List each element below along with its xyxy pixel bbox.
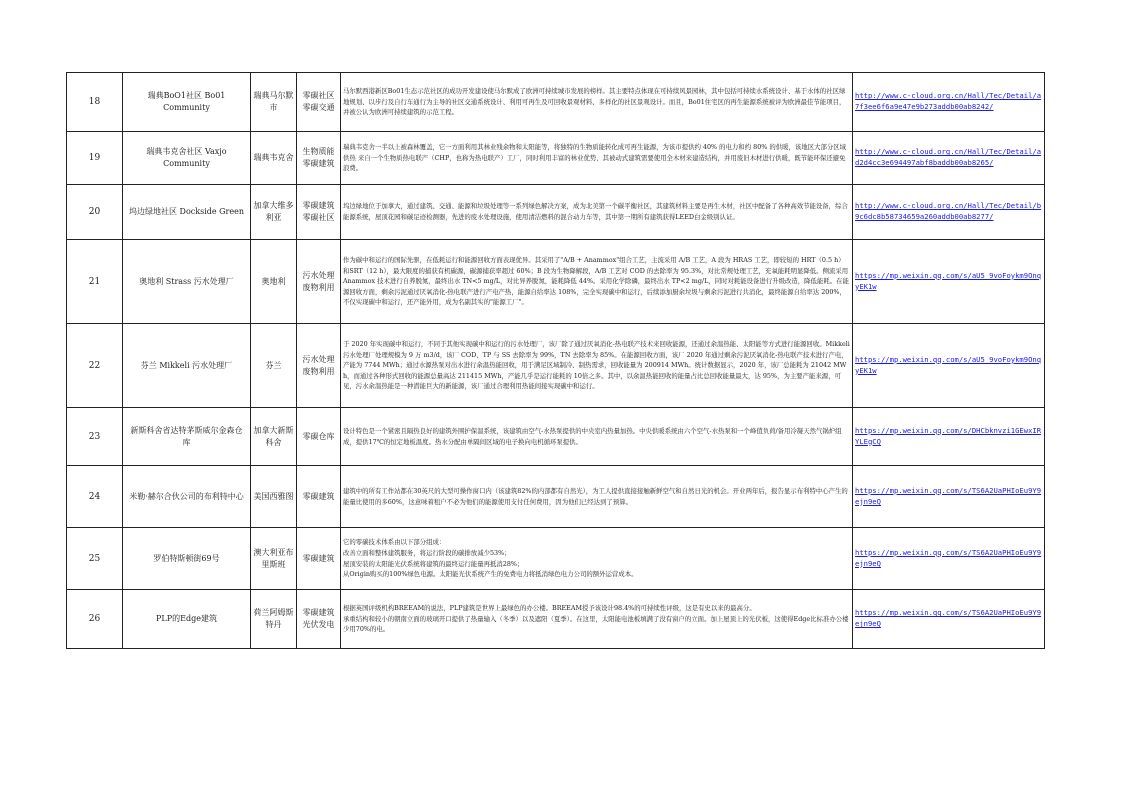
project-location: 瑞典马尔默市 [251, 73, 297, 132]
row-number: 24 [67, 466, 123, 528]
project-description: 于 2020 年实现碳中和运行，不同于其他实现碳中和运行的污水处理厂，该厂除了通过厌氧消化-热电联产技术来回收能源，还通过余温热能、太阳能等方式进行能源回收。Mikkeli 污水处理厂处理规模为 9 万 m3/d，该厂 COD、TP 与 SS 去除率为 99%，TN 去除率为 85%。在能源回收方面，该厂 2020 年通过剩余污泥厌氧消化-热电联产技术进行产电，产能为 7744 MWh；通过水源热泵对出水进行余温热能回收，用于满足区域制冷、制热需求，回收能量为 200914 MWh。统计数据显示，2020 年，该厂总能耗为 21042 MWh，而通过各种形式回收的能源总量高达 211415 MWh，产能几乎是运行能耗的 10倍之多。其中，以余温热能回收的能量占比总回收能量最大，达 95%，为主要产能来源，可见，污水余温热能是一种潜能巨大的新能源，该厂通过合理利用热能间接实现碳中和运行。 [341, 324, 853, 408]
source-link[interactable]: http://www.c-cloud.org.cn/Hall/Tec/Detail/a7f3ee6f6a9e47e9b273addb00ab8242/ [853, 73, 1045, 132]
table-row [67, 324, 1045, 408]
project-location: 加拿大维多利亚 [251, 185, 297, 240]
row-number: 19 [67, 132, 123, 185]
project-description: 坞边绿地位于加拿大，通过建筑、交通、能源和垃圾处理等一系列绿色解决方案，成为北美第一个碳平衡社区，其建筑材料主要是再生木材，社区中配备了各种高效节能设备，综合能源系统，屋顶花园和碳足迹检测器，先进的废水处理设施，使用清洁燃料的混合动力车等，其中第一期所有建筑获得LEED白金级别认证。 [341, 185, 853, 240]
source-link[interactable]: http://www.c-cloud.org.cn/Hall/Tec/Detail/b9c6dc8b58734659a260addb00ab8277/ [853, 185, 1045, 240]
project-location: 奥地利 [251, 240, 297, 324]
project-name: 瑞典韦克舍社区 Vaxjo Community [123, 132, 251, 185]
project-category: 生物质能 零碳建筑 [297, 132, 341, 185]
description-line: 改善立面和整体建筑服务，将运行阶段的碳排放减少53%； [343, 548, 511, 557]
row-number: 23 [67, 408, 123, 466]
project-location: 瑞典韦克舍 [251, 132, 297, 185]
project-location: 美国西雅图 [251, 466, 297, 528]
source-link[interactable]: https://mp.weixin.qq.com/s/DHCbknvzi1GEwxIRYLEgCQ [853, 408, 1045, 466]
project-description: 作为碳中和运行的国际先驱，在低耗运行和能源回收方面表现优异。其采用了"A/B + Anammox"组合工艺，主流采用 A/B 工艺，A 段为 HRAS 工艺，即较短的 HRT（0.5 h）和SRT（12 h），最大限度的捕获有机碳源，碳源捕获率超过 60%；B 段为生物降解段，A/B 工艺对 COD 的去除率为 95.3%，对比常规处理工艺，充氧能耗明显降低。侧流采用 Anammox 技术进行自养脱氮，最终出水 TN<5 mg/L，对比异养脱氮，能耗降低 44%。采用化学除磷，最终出水 TP<2 mg/L，同时对耗能设备进行升级改造，降低能耗。在能源回收方面，剩余污泥通过厌氧消化-热电联产进行产电产热，能源自给率达 108%，完全实现碳中和运行，后续添加厨余垃圾与剩余污泥进行共消化，最终能源自给率达 200%，不仅实现碳中和运行，还产能外用，成为名副其实的"能源工厂"。 [341, 240, 853, 324]
source-link[interactable]: http://www.c-cloud.org.cn/Hall/Tec/Detail/ad2d4cc3e694497abf8baddb00ab8265/ [853, 132, 1045, 185]
project-description: 设计特色是一个紧密且隔热良好的建筑外围护保温系统，该建筑由空气-水热泵提供的中央室内热量加热。中央供暖系统由六个空气-水热泵和一个峰值负荷/备用冷凝天然气锅炉组成，提供17℃的恒定地板温度。热水分配由单隔间区域的电子换向电机循环泵提供。 [341, 408, 853, 466]
table-row [67, 528, 1045, 590]
case-table [66, 72, 1045, 649]
row-number: 20 [67, 185, 123, 240]
project-location: 芬兰 [251, 324, 297, 408]
source-link[interactable]: https://mp.weixin.qq.com/s/TS6A2UaPHIoEu9Y9ejn9eQ [853, 590, 1045, 649]
project-description [341, 528, 853, 590]
project-category: 零碳建筑 [297, 528, 341, 590]
project-name: 芬兰 Mikkeli 污水处理厂 [123, 324, 251, 408]
project-description: 马尔默西港新区Bo01生态示范社区的成功开发建设使马尔默成了欧洲可持续城市发展的榜样。其主要特点体现在可持续风景园林，其中包括可持续水系统设计、基于水体的社区绿地规划、以步行及自行车通行为主导的社区交通系统设计、利用可再生及可回收景观材料、多样化的社区景观设计。而且，Bo01住宅区的再生能源系统被评为欧洲最佳节能项目，并被公认为欧洲可持续建筑的示范工程。 [341, 73, 853, 132]
project-location: 澳大利亚布里斯班 [251, 528, 297, 590]
table-row [67, 466, 1045, 528]
project-category: 污水处理 废物利用 [297, 324, 341, 408]
source-link[interactable]: https://mp.weixin.qq.com/s/TS6A2UaPHIoEu9Y9ejn9eQ [853, 528, 1045, 590]
table-row [67, 73, 1045, 132]
table-row [67, 590, 1045, 649]
table-row [67, 408, 1045, 466]
description-line: 承重结构和较小的朝南立面的玻璃开口提供了热量输入（冬季）以及遮阳（夏季）。在这里，太阳能电池板填满了没有窗户的立面。加上屋顶上的光伏板，这使得Edge比标准办公楼少用70%的电。 [343, 614, 849, 634]
row-number: 22 [67, 324, 123, 408]
project-name: 罗伯特斯顿街69号 [123, 528, 251, 590]
project-name: 奥地利 Strass 污水处理厂 [123, 240, 251, 324]
description-line: 从Origin购买的100%绿色电源。太阳能光伏系统产生的免费电力将抵消绿色电力公司的额外运营成本。 [343, 570, 638, 579]
project-category: 零碳建筑 [297, 466, 341, 528]
project-location: 荷兰阿姆斯特丹 [251, 590, 297, 649]
source-link[interactable]: https://mp.weixin.qq.com/s/aU5_9voFoykm9OnqyEK1w [853, 240, 1045, 324]
project-description [341, 590, 853, 649]
project-name: 坞边绿地社区 Dockside Green [123, 185, 251, 240]
row-number: 25 [67, 528, 123, 590]
project-location: 加拿大新斯科舍 [251, 408, 297, 466]
row-number: 26 [67, 590, 123, 649]
table-row [67, 132, 1045, 185]
project-description: 瑞典韦克舍一半以上被森林覆盖，它一方面利用其林业残余物和太阳能等，将独特的生物质能转化成可再生能源，为该市提供约 40% 的电力和约 80% 的供暖，该地区大部分区域供热 来自一个生物质热电联产（CHP，也称为热电联产）工厂，同时利用丰富的林业优势，其被动式建筑需要使用全木材来建造结构，并用废旧木材进行供暖，既节能环保还避免浪费。 [341, 132, 853, 185]
project-category: 零碳仓库 [297, 408, 341, 466]
source-link[interactable]: https://mp.weixin.qq.com/s/TS6A2UaPHIoEu9Y9ejn9eQ [853, 466, 1045, 528]
project-description: 建筑中的所有工作站都在30英尺的大型可操作窗口内（该建筑82%的内部都有自然光），为工人提供直接接触新鲜空气和自然日光的机会。开业两年后，报告显示布利特中心产生的能量比使用的多60%，这意味着租户不必为他们的能源使用支付任何费用，因为他们已经达到了预算。 [341, 466, 853, 528]
description-line: 屋顶安装的太阳能光伏系统将建筑的最终运行能量再抵消28%； [343, 559, 524, 568]
table-row [67, 185, 1045, 240]
description-line: 它的零碳技术体系由以下部分组成： [343, 538, 446, 547]
row-number: 21 [67, 240, 123, 324]
project-category: 零碳社区 零碳交通 [297, 73, 341, 132]
project-category: 零碳建筑 光伏发电 [297, 590, 341, 649]
row-number: 18 [67, 73, 123, 132]
description-line: 根据英国评级机构BREEAM的说法，PLP建筑是世界上最绿色的办公楼。BREEAM授予该设计98.4%的可持续性评级，这是有史以来的最高分。 [343, 604, 756, 613]
project-category: 零碳建筑 零碳社区 [297, 185, 341, 240]
project-name: 瑞典BoO1社区 Bo01 Community [123, 73, 251, 132]
project-name: 新斯科舍省达特茅斯威尔金森仓库 [123, 408, 251, 466]
project-category: 污水处理 废物利用 [297, 240, 341, 324]
table-row [67, 240, 1045, 324]
source-link[interactable]: https://mp.weixin.qq.com/s/aU5_9voFoykm9OnqyEK1w [853, 324, 1045, 408]
project-name: 米勒·赫尔合伙公司的布利特中心 [123, 466, 251, 528]
project-name: PLP的Edge建筑 [123, 590, 251, 649]
